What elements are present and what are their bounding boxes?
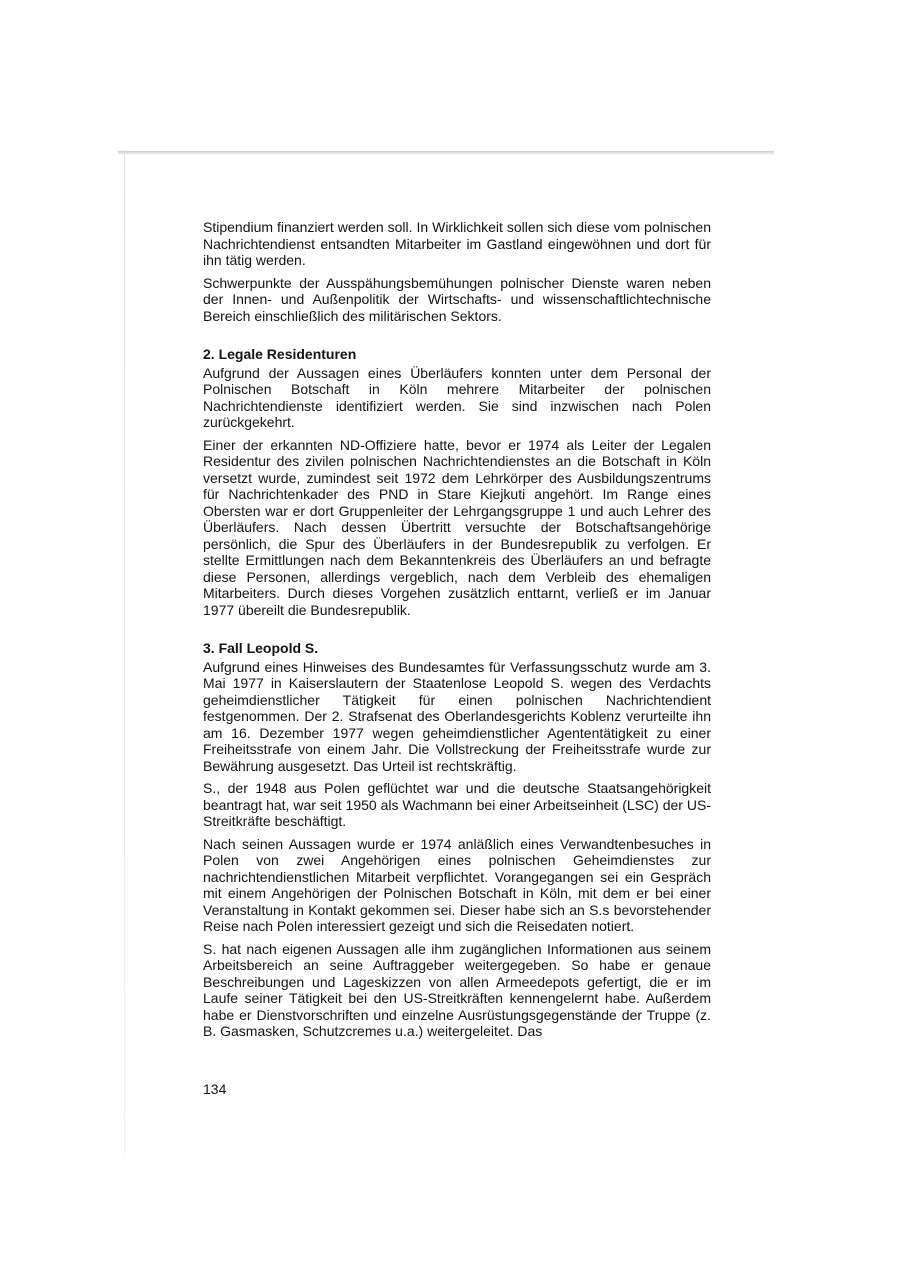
section-3-paragraph-4: S. hat nach eigenen Aussagen alle ihm zugänglichen Informationen aus seinem Arbeitsbereich an seine Auftraggeber weitergegeben. So habe er genaue Beschreibungen und Lageskizzen von allen Armeedepots gefertigt, die er im Laufe seiner Tätigkeit bei den US-Streitkräften kennengelernt habe. Außerdem habe er Dienstvorschriften und einzelne Ausrüstungsgegenstände der Truppe (z. B. Gasmasken, Schutzcremes u.a.) weitergeleitet. Das (203, 940, 711, 1039)
section-3-heading: 3. Fall Leopold S. (203, 640, 319, 656)
section-3-paragraph-1: Aufgrund eines Hinweises des Bundesamtes für Verfassungsschutz wurde am 3. Mai 1977 in Kaiserslautern der Staatenlose Leopold S. wegen des Verdachts geheimdienstlicher Tätigkeit für einen polnischen Nachrichtendient festgenommen. Der 2. Strafsenat des Oberlandesgerichts Koblenz verurteilte ihn am 16. Dezember 1977 wegen geheimdienstlicher Agententätigkeit zu einer Freiheitsstrafe von einem Jahr. Die Vollstreckung der Freiheitsstrafe wurde zur Bewährung ausgesetzt. Das Urteil ist rechtskräftig. (203, 658, 711, 774)
section-3-paragraph-2: S., der 1948 aus Polen geflüchtet war und die deutsche Staatsangehörigkeit beantragt hat, war seit 1950 als Wachmann bei einer Arbeitseinheit (LSC) der US-Streitkräfte beschäftigt. (203, 780, 711, 829)
intro-paragraph-2: Schwerpunkte der Ausspähungsbemühungen polnischer Dienste waren neben der Innen- und Außenpolitik der Wirtschafts- und wissenschaftlichtechnische Bereich einschließlich des militärischen Sektors. (203, 274, 711, 324)
scan-page-left-edge (124, 150, 125, 1154)
scan-page-top-edge (118, 151, 774, 155)
section-2-paragraph-1: Aufgrund der Aussagen eines Überläufers konnten unter dem Personal der Polnischen Botschaft in Köln mehrere Mitarbeiter der polnischen Nachrichtendienste identifiziert werden. Sie sind inzwischen nach Polen zurückgekehrt. (203, 364, 711, 430)
section-2-paragraph-2: Einer der erkannten ND-Offiziere hatte, bevor er 1974 als Leiter der Legalen Residentur des zivilen polnischen Nachrichtendienstes an die Botschaft in Köln versetzt wurde, zumindest seit 1972 dem Lehrkörper des Ausbildungszentrums für Nachrichtenkader des PND in Stare Kiejkuti angehört. Im Range eines Obersten war er dort Gruppenleiter der Lehrgangsgruppe 1 und auch Lehrer des Überläufers. Nach dessen Übertritt versuchte der Botschaftsangehörige persönlich, die Spur des Überläufers in der Bundesrepublik zu verfolgen. Er stellte Ermittlungen nach dem Bekanntenkreis des Überläufers an und befragte diese Personen, allerdings vergeblich, nach dem Verbleib des ehemaligen Mitarbeiters. Durch dieses Vorgehen zusätzlich enttarnt, verließ er im Januar 1977 übereilt die Bundesrepublik. (203, 436, 711, 618)
intro-paragraph-1: Stipendium finanziert werden soll. In Wirklichkeit sollen sich diese vom polnischen Nachrichtendienst entsandten Mitarbeiter im Gastland eingewöhnen und dort für ihn tätig werden. (203, 219, 711, 268)
page-body (203, 219, 711, 1046)
section-2-heading: 2. Legale Residenturen (203, 346, 357, 362)
section-3-paragraph-3: Nach seinen Aussagen wurde er 1974 anläßlich eines Verwandtenbesuches in Polen von zwei Angehörigen eines polnischen Geheimdienstes zur nachrichtendienstlichen Mitarbeit verpflichtet. Vorangegangen sei ein Gespräch mit einem Angehörigen der Polnischen Botschaft in Köln, mit dem er bei einer Veranstaltung in Kontakt gekommen sei. Dieser habe sich an S.s bevorstehender Reise nach Polen interessiert gezeigt und sich die Reisedaten notiert. (203, 835, 711, 934)
page-number: 134 (203, 1081, 227, 1097)
